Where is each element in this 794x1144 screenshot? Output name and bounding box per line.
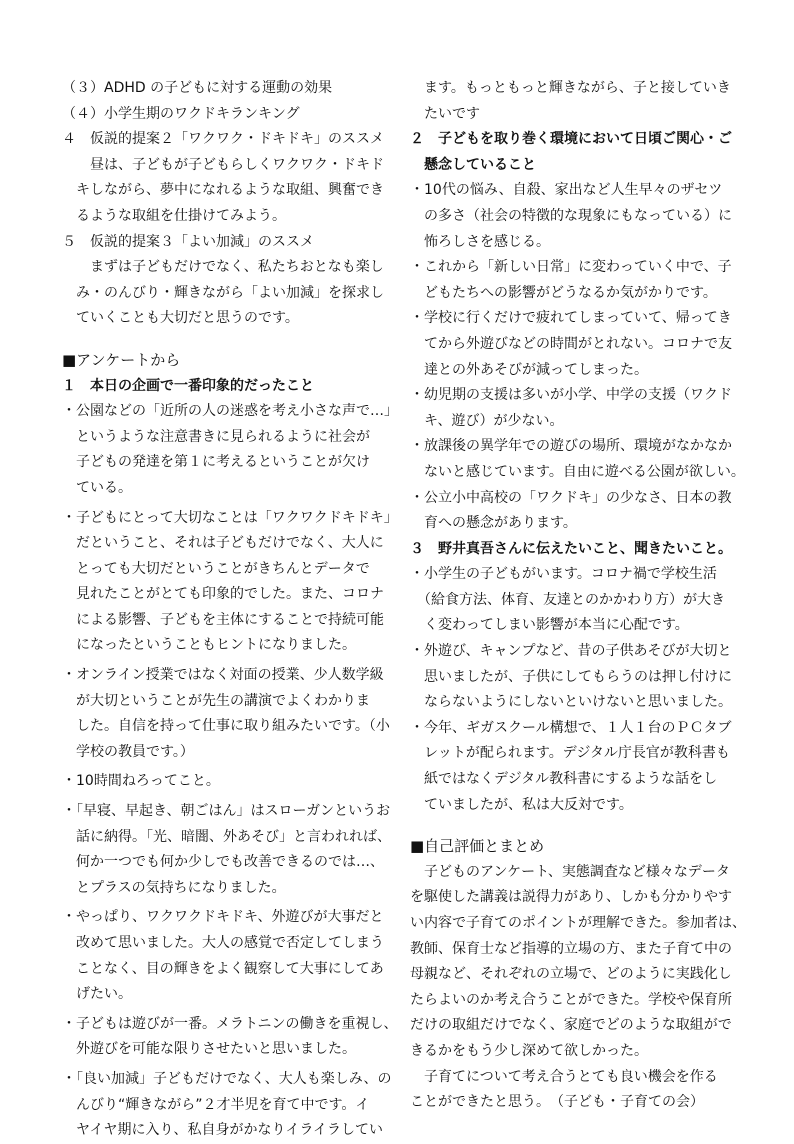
text-line: 怖ろしさを感じる。: [410, 233, 550, 250]
text-line: ４ 仮説的提案２「ワクワク・ドキドキ」のススメ: [62, 131, 384, 148]
text-line: を駆使した講義は説得力があり、しかも分かりやす: [410, 889, 732, 906]
text-line: ・「早寝、早起き、朝ごはん」はスローガンというお: [62, 803, 391, 820]
text-line: （給食方法、体育、友達とのかかわり方）が大き: [410, 591, 725, 608]
text-line: 何か一つでも何か少しでも改善できるのでは…、: [62, 854, 384, 871]
text-line: 紙ではなくデジタル教科書にするような話をし: [410, 771, 718, 788]
text-line: レットが配られます。デジタル庁長官が教科書も: [410, 745, 730, 762]
text-line: 教師、保育士など指導的立場の方、また子育て中の: [410, 940, 732, 957]
text-line: ことなく、目の輝きをよく観察して大事にしてあ: [62, 960, 384, 977]
text-line: の多さ（社会の特徴的な現象にもなっている）に: [410, 207, 732, 224]
text-line: どもたちへの影響がどうなるか気がかりです。: [410, 284, 717, 301]
text-line: というような注意書きに見られるように社会が: [62, 428, 370, 445]
text-line: した。自信を持って仕事に取り組みたいです。（小: [62, 718, 390, 735]
text-line: まずは子どもだけでなく、私たちおとなも楽し: [62, 259, 384, 276]
text-line: ていくことも大切だと思うのです。: [62, 310, 299, 327]
text-line: 外遊びを可能な限りさせたいと思いました。: [62, 1041, 356, 1058]
text-line: ・やっぱり、ワクワクドキドキ、外遊びが大事だと: [62, 909, 384, 926]
text-line: きるかをもう少し深めて欲しかった。: [410, 1042, 648, 1059]
text-line: 話に納得。「光、暗闇、外あそび」と言われれば、: [62, 828, 391, 845]
text-line: んびり“輝きながら”２才半児を育て中です。イ: [62, 1096, 370, 1113]
text-line: ます。もっともっと輝きながら、子と接していき: [410, 80, 731, 96]
text-line: 見れたことがとても印象的でした。また、コロナ: [62, 586, 384, 603]
text-line: 昼は、子どもが子どもらしくワクワク・ドキド: [62, 156, 384, 173]
text-line: （４）小学生期のワクドキランキング: [62, 105, 300, 122]
text-line: げたい。: [62, 986, 132, 1003]
text-line: ・公立小中高校の「ワクドキ」の少なさ、日本の教: [410, 489, 732, 506]
text-line: ならないようにしないといけないと思いました。: [410, 694, 732, 711]
text-line: ・子どもにとって大切なことは「ワクワクドキドキ」: [62, 509, 398, 526]
text-line: ・オンライン授業ではなく対面の授業、少人数学級: [62, 667, 384, 684]
text-line: てから外遊びなどの時間がとれない。コロナで友: [410, 335, 732, 352]
text-line: 改めて思いました。大人の感覚で否定してしまう: [62, 935, 384, 951]
text-line: ・10時間ねろってこと。: [62, 773, 220, 790]
text-line: ヤイヤ期に入り、私自身がかなりイライラしてい: [62, 1122, 384, 1139]
text-line: ・外遊び、キャンプなど、昔の子供あそびが大切と: [410, 643, 732, 660]
text-line: １ 本日の企画で一番印象的だったこと: [62, 377, 314, 394]
text-line: ２ 子どもを取り巻く環境において日頃ご関心・ご: [410, 131, 732, 148]
text-line: ことができたと思う。 （子ども・子育ての会）: [410, 1094, 704, 1111]
text-line: ・これから「新しい日常」に変わっていく中で、子: [410, 259, 732, 276]
left-column: [62, 76, 398, 1144]
text-line: （３）ADHD の子どもに対する運動の効果: [62, 80, 333, 96]
text-line: ■自己評価とまとめ: [410, 837, 545, 856]
text-line: だけの取組だけでなく、家庭でどのような取組がで: [410, 1017, 732, 1034]
text-line: ・幼児期の支援は多いが小学、中学の支援（ワクド: [410, 387, 732, 404]
text-line: ・学校に行くだけで疲れてしまっていて、帰ってき: [410, 310, 732, 327]
text-line: く変わってしまい影響が本当に心配です。: [410, 617, 689, 634]
text-line: とプラスの気持ちになりました。: [62, 879, 286, 896]
text-line: ・10代の悩み、自殺、家出など人生早々のザセツ: [410, 182, 723, 199]
text-line: 母親など、それぞれの立場で、どのように実践化し: [410, 966, 732, 983]
text-line: ■アンケートから: [62, 350, 181, 369]
text-line: ていましたが、私は大反対です。: [410, 796, 633, 813]
text-line: ・放課後の異学年での遊びの場所、環境がなかなか: [410, 438, 732, 455]
text-line: ５ 仮説的提案３「よい加減」のススメ: [62, 233, 314, 250]
text-line: 子どものアンケート、実態調査など様々なデータ: [410, 863, 730, 880]
text-line: み・のんびり・輝きながら「よい加減」を探求し: [62, 284, 384, 301]
text-line: ・子どもは遊びが一番。メラトニンの働きを重視し、: [62, 1015, 398, 1032]
text-line: による影響、子どもを主体にすることで持続可能: [62, 611, 384, 628]
text-line: だということ、それは子どもだけでなく、大人に: [62, 535, 384, 552]
text-line: とっても大切だということがきちんとデータで: [62, 560, 370, 577]
text-line: 思いましたが、子供にしてもらうのは押し付けに: [410, 668, 732, 685]
text-line: ・今年、ギガスクール構想で、１人１台のＰＣタブ: [410, 719, 732, 736]
text-line: ・小学生の子どもがいます。コロナ禍で学校生活: [410, 566, 717, 583]
text-line: 子どもの発達を第１に考えるということが欠け: [62, 454, 370, 471]
text-line: 懸念していること: [410, 156, 536, 173]
text-line: ている。: [62, 479, 132, 496]
text-line: 育への懸念があります。: [410, 515, 577, 532]
text-line: になったということもヒントになりました。: [62, 637, 356, 654]
text-line: 学校の教員です。）: [62, 743, 194, 760]
text-line: 子育てについて考え合うとても良い機会を作る: [410, 1068, 718, 1085]
text-line: ・「良い加減」子どもだけでなく、大人も楽しみ、の: [62, 1070, 392, 1087]
text-line: るような取組を仕掛けてみよう。: [62, 207, 286, 224]
text-line: ・公園などの「近所の人の迷惑を考え小さな声で…」: [62, 403, 398, 420]
text-line: たらよいのか考え合うことができた。学校や保育所: [410, 991, 732, 1008]
text-line: キ、遊び）が少ない。: [410, 412, 564, 429]
text-line: が大切ということが先生の講演でよくわかりま: [62, 692, 370, 709]
right-column: [410, 76, 746, 1116]
text-line: い内容で子育てのポイントが理解できた。参加者は、: [410, 915, 746, 931]
text-line: たいです: [410, 105, 480, 122]
text-line: ３ 野井真吾さんに伝えたいこと、聞きたいこと。: [410, 540, 732, 557]
text-line: 達との外あそびが減ってしまった。: [410, 361, 648, 378]
text-line: キしながら、夢中になれるような取組、興奮でき: [62, 182, 384, 199]
text-line: ないと感じています。自由に遊べる公園が欲しい。: [410, 463, 745, 480]
